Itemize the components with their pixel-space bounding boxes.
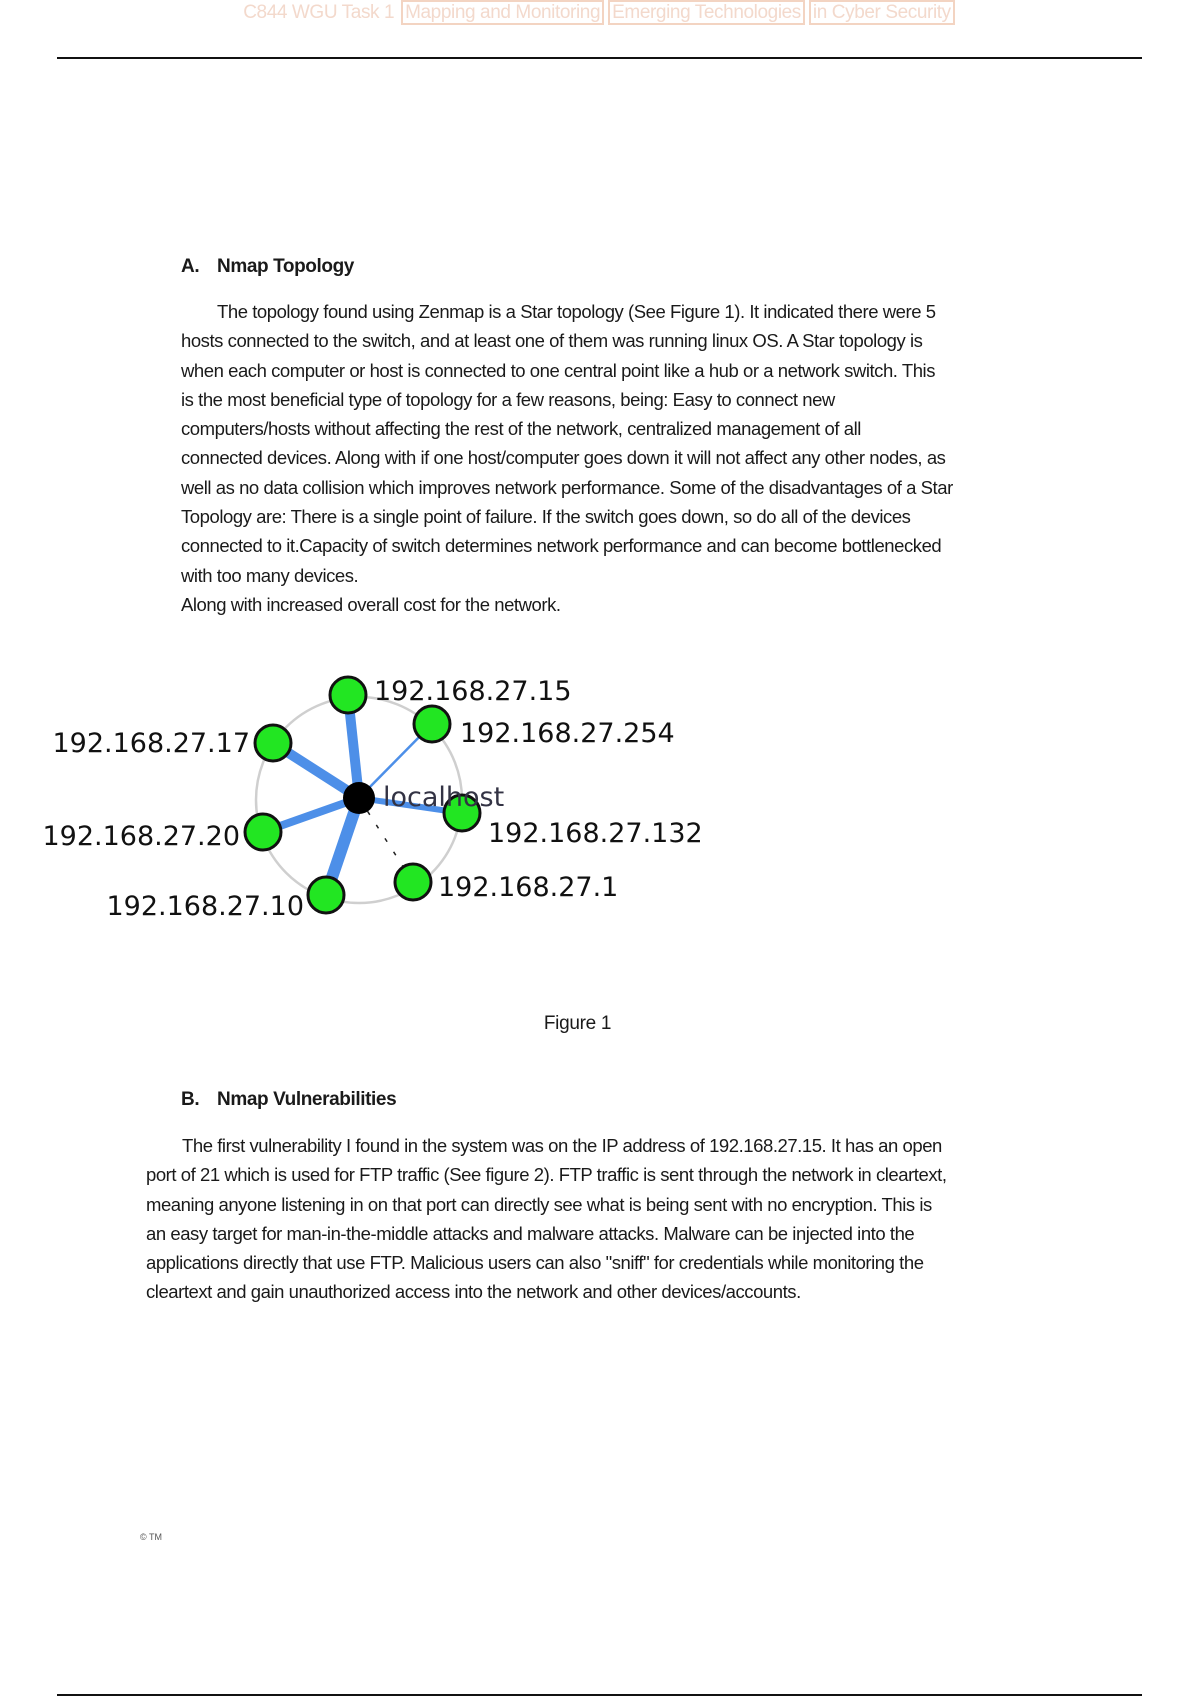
header-box: Mapping and Monitoring [401,0,604,25]
node-center [343,782,375,814]
text-line: an easy target for man-in-the-middle attacks and malware attacks. Malware can be injected into the [146,1222,915,1244]
text-line: The first vulnerability I found in the system was on the IP address of 192.168.27.15. It has an open [182,1135,942,1156]
section-number: B. [181,1089,200,1110]
text-line: connected to it.Capacity of switch determines network performance and can become bottlenecked [181,535,942,557]
text-line: well as no data collision which improves network performance. Some of the disadvantages of a Star [181,476,953,498]
text-line: The topology found using Zenmap is a Star topology (See Figure 1). It indicated there were 5 [217,301,936,322]
section-b-paragraph [146,1131,947,1307]
text-line: hosts connected to the switch, and at least one of them was running linux OS. A Star topology is [181,330,923,352]
text-line: with too many devices. [181,564,359,586]
footer-mark: © TM [140,1532,162,1542]
node [245,814,281,850]
node [330,677,366,713]
node [395,864,431,900]
section-title: Nmap Vulnerabilities [217,1089,397,1110]
node-label-center: localhost [383,782,505,813]
text-line: connected devices. Along with if one host/computer goes down it will not affect any other nodes, as [181,447,946,469]
header-box: Emerging Technologies [608,0,805,25]
text-line: applications directly that use FTP. Malicious users can also "sniff" for credentials while monitoring the [146,1252,924,1274]
section-number: A. [181,256,200,277]
header-prefix: C844 WGU Task 1 [243,2,395,23]
header-box: in Cyber Security [809,0,955,25]
node-label: 192.168.27.254 [460,718,675,749]
text-line: computers/hosts without affecting the rest of the network, centralized management of all [181,418,861,440]
footer-rule [57,1694,1142,1696]
text-line: Topology are: There is a single point of failure. If the switch goes down, so do all of the devices [181,506,911,528]
text-line: when each computer or host is connected to one central point like a hub or a network switch. This [181,359,936,381]
figure-caption: Figure 1 [543,1013,612,1034]
node-label: 192.168.27.1 [438,872,619,903]
node-label: 192.168.27.20 [42,821,240,852]
text-line: meaning anyone listening in on that port can directly see what is being sent with no encryption. This is [146,1193,932,1215]
node-label: 192.168.27.15 [374,676,572,707]
node-label: 192.168.27.17 [52,728,250,759]
section-title: Nmap Topology [217,256,354,277]
text-line: is the most beneficial type of topology for a few reasons, being: Easy to connect new [181,388,835,410]
node-label: 192.168.27.132 [488,818,703,849]
text-line: cleartext and gain unauthorized access into the network and other devices/accounts. [146,1281,801,1303]
text-line: Along with increased overall cost for the network. [181,593,561,615]
node-label: 192.168.27.10 [106,891,304,922]
node [308,877,344,913]
node [255,725,291,761]
section-b-heading [181,1089,396,1111]
text-line: port of 21 which is used for FTP traffic (See figure 2). FTP traffic is sent through the network in cleartext, [146,1164,947,1186]
node [414,706,450,742]
